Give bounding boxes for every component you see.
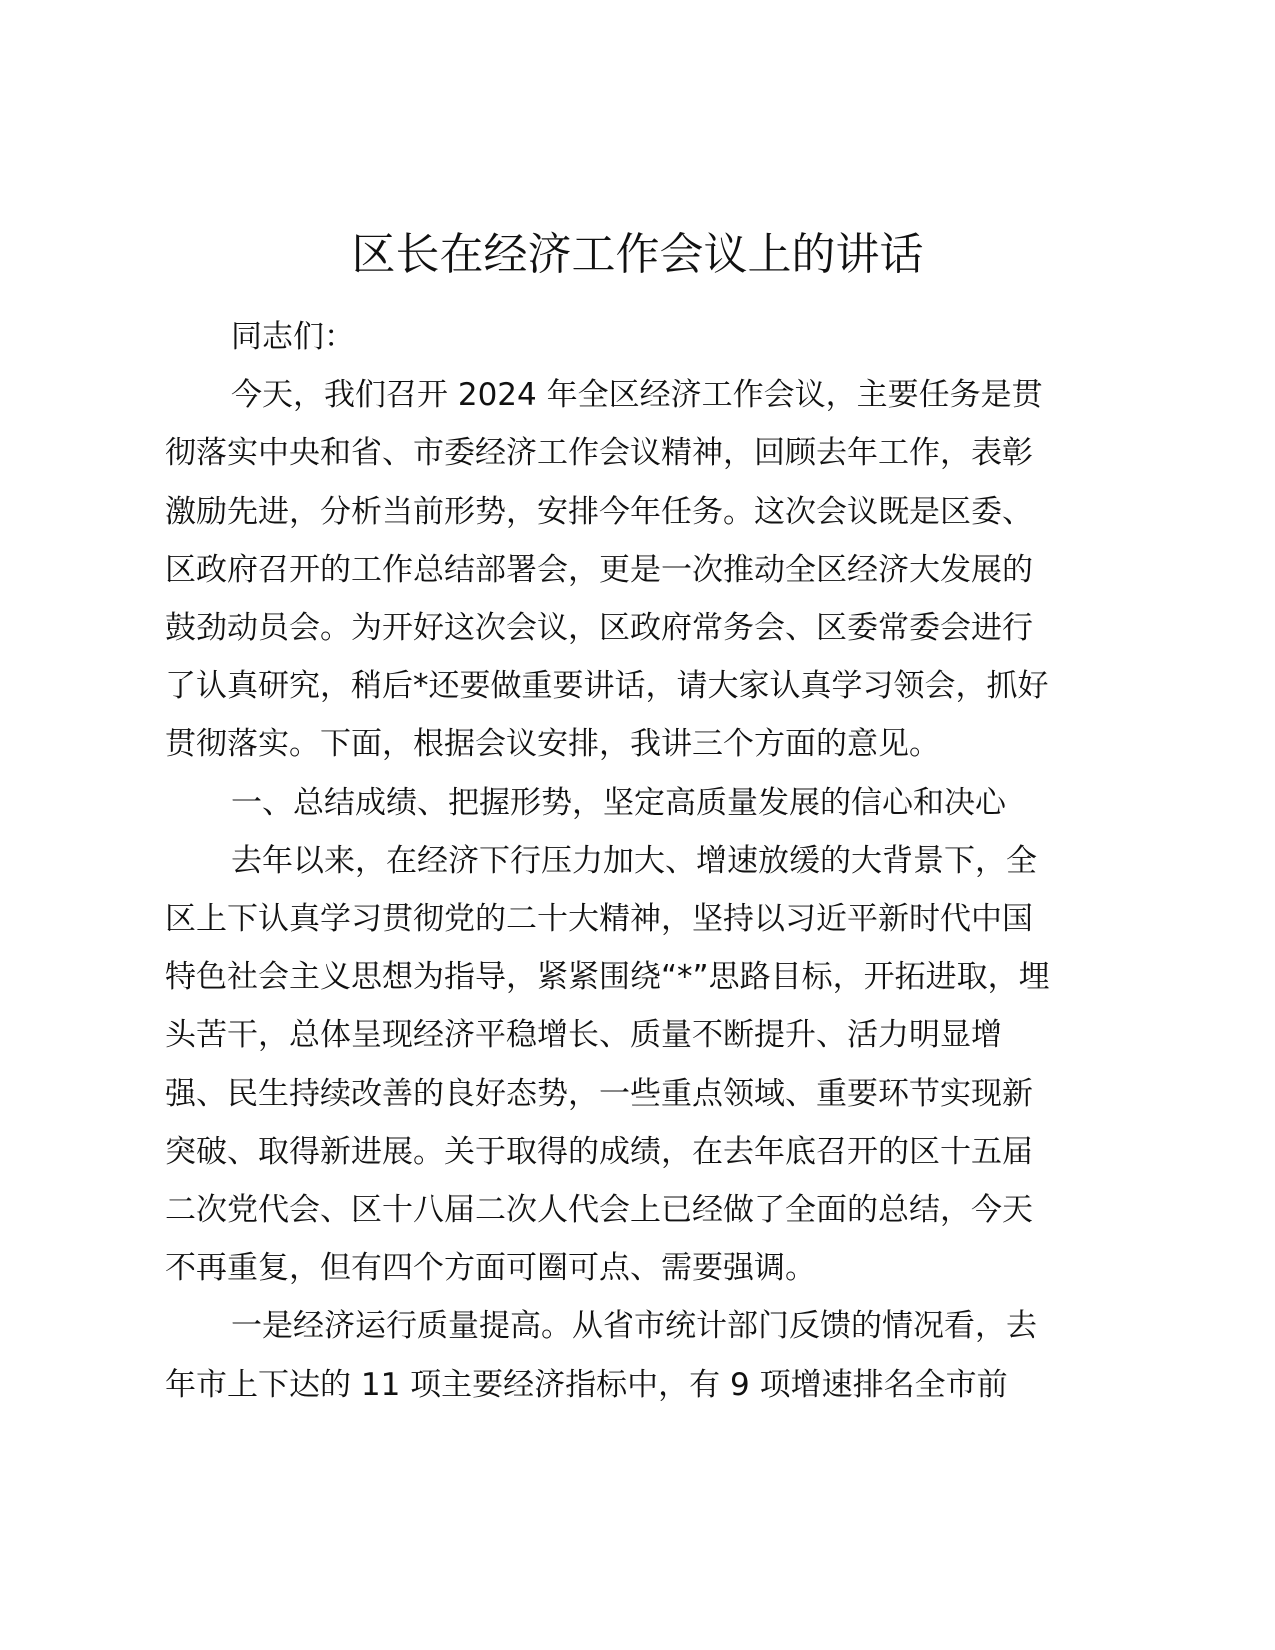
text-line: 二次党代会、区十八届二次人代会上已经做了全面的总结，今天 [165,1192,1033,1229]
text-line: 激励先进，分析当前形势，安排今年任务。这次会议既是区委、 [165,493,1033,530]
text-line: 头苦干，总体呈现经济平稳增长、质量不断提升、活力明显增 [165,1017,1002,1054]
text-line: 不再重复，但有四个方面可圈可点、需要强调。 [165,1250,816,1287]
text-line: 了认真研究，稍后*还要做重要讲话，请大家认真学习领会，抓好 [165,668,1049,705]
text-line: 去年以来，在经济下行压力加大、增速放缓的大背景下，全 [231,842,1037,879]
paragraph-3 [165,1297,1125,1413]
text-line: 贯彻落实。下面，根据会议安排，我讲三个方面的意见。 [165,726,940,763]
text-line: 突破、取得新进展。关于取得的成绩，在去年底召开的区十五届 [165,1133,1033,1170]
document-body [165,308,1125,1414]
paragraph-2 [165,832,1125,1298]
text-line: 强、民生持续改善的良好态势，一些重点领域、重要环节实现新 [165,1075,1033,1112]
text-line: 区政府召开的工作总结部署会，更是一次推动全区经济大发展的 [165,551,1033,588]
text-line: 今天，我们召开 2024 年全区经济工作会议，主要任务是贯 [231,377,1043,414]
greeting: 同志们： [231,319,355,355]
paragraph-1 [165,366,1125,773]
text-line: 彻落实中央和省、市委经济工作会议精神，回顾去年工作，表彰 [165,435,1033,472]
text-line: 年市上下达的 11 项主要经济指标中，有 9 项增速排名全市前 [165,1366,1008,1403]
section-heading-1: 一、总结成绩、把握形势，坚定高质量发展的信心和决心 [231,784,1006,821]
text-line: 鼓劲动员会。为开好这次会议，区政府常务会、区委常委会进行 [165,610,1033,647]
text-line: 特色社会主义思想为指导，紧紧围绕“*”思路目标，开拓进取，埋 [165,959,1050,996]
text-line: 一是经济运行质量提高。从省市统计部门反馈的情况看，去 [231,1308,1037,1345]
document-title: 区长在经济工作会议上的讲话 [351,229,924,280]
text-line: 区上下认真学习贯彻党的二十大精神，坚持以习近平新时代中国 [165,901,1033,938]
